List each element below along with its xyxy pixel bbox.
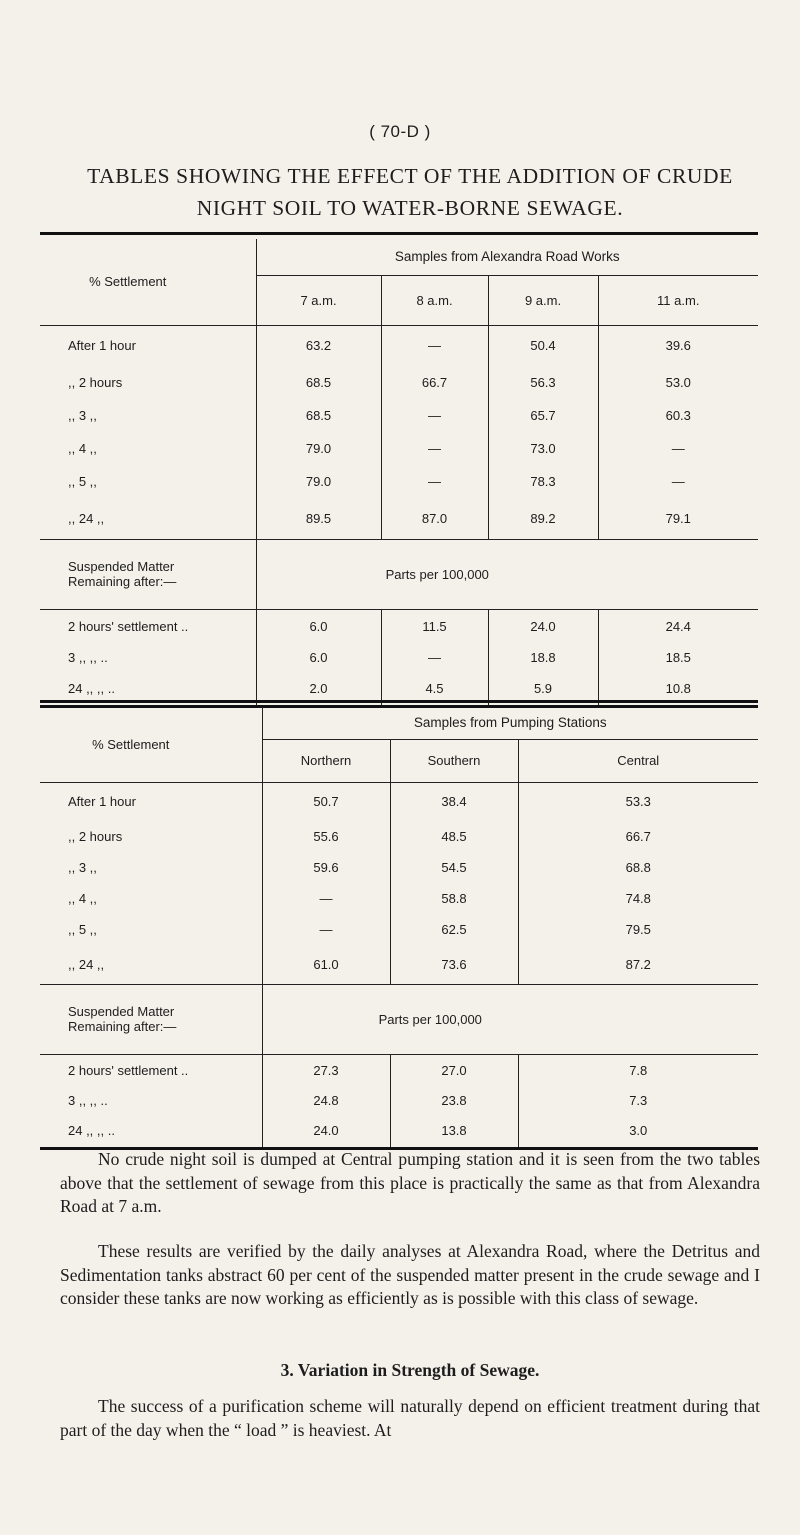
table-cell: 78.3 <box>488 465 598 498</box>
table-row <box>40 945 758 984</box>
table-cell: 53.3 <box>518 782 758 821</box>
column-header: Northern <box>262 739 390 782</box>
table-cell: 4.5 <box>381 671 488 705</box>
table-cell: 87.0 <box>381 498 488 539</box>
suspended-header-line-1: Suspended Matter <box>68 559 175 574</box>
group-header: Samples from Alexandra Road Works <box>256 239 758 275</box>
table-cell: 68.8 <box>518 852 758 883</box>
table-cell: — <box>598 465 758 498</box>
parts-header: Parts per 100,000 <box>256 539 758 609</box>
table-cell: 65.7 <box>488 399 598 432</box>
table-cell: 50.7 <box>262 782 390 821</box>
row-label: ,, 4 ,, <box>68 891 97 906</box>
table-cell: — <box>381 325 488 366</box>
table-cell: 62.5 <box>390 914 518 945</box>
table-cell: 39.6 <box>598 325 758 366</box>
table-row <box>40 366 758 399</box>
table-cell: 74.8 <box>518 883 758 914</box>
table-cell: 66.7 <box>381 366 488 399</box>
paragraph-3: The success of a purification scheme will naturally depend on efficient treatment during that part of the day when the “ load ” is heaviest. At <box>60 1396 760 1440</box>
column-header: 11 a.m. <box>598 275 758 325</box>
table-cell: 27.0 <box>390 1054 518 1087</box>
table-cell: — <box>262 883 390 914</box>
suspended-header-line-2: Remaining after:— <box>68 1019 177 1034</box>
row-label: ,, 2 hours <box>68 375 123 390</box>
table-row <box>40 1087 758 1114</box>
table-cell: 87.2 <box>518 945 758 984</box>
paragraph-1-block <box>60 1148 760 1219</box>
table-cell: 60.3 <box>598 399 758 432</box>
table-cell: 89.5 <box>256 498 381 539</box>
table-cell: 24.4 <box>598 609 758 643</box>
table-cell: 38.4 <box>390 782 518 821</box>
table-cell: 73.6 <box>390 945 518 984</box>
table-cell: 59.6 <box>262 852 390 883</box>
table-cell: 79.5 <box>518 914 758 945</box>
table-row <box>40 465 758 498</box>
table-cell: 68.5 <box>256 366 381 399</box>
row-label: ,, 24 ,, <box>68 510 105 526</box>
table-row <box>40 852 758 883</box>
row-label: After 1 hour <box>68 794 136 810</box>
table-cell: 2.0 <box>256 671 381 705</box>
row-label: 3 ,, ,, .. <box>68 1093 108 1108</box>
table-row <box>40 643 758 671</box>
row-label: ,, 5 ,, <box>68 474 97 489</box>
table-cell: 24.8 <box>262 1087 390 1114</box>
table-cell: 48.5 <box>390 821 518 852</box>
table-cell: 5.9 <box>488 671 598 705</box>
title-line-2: NIGHT SOIL TO WATER-BORNE SEWAGE. <box>196 196 624 220</box>
table-cell: 54.5 <box>390 852 518 883</box>
table-cell: 58.8 <box>390 883 518 914</box>
row-label: 24 ,, ,, .. <box>68 1123 115 1138</box>
table-cell: 6.0 <box>256 609 381 643</box>
table-cell: 11.5 <box>381 609 488 643</box>
table-cell: 68.5 <box>256 399 381 432</box>
table-cell: 50.4 <box>488 325 598 366</box>
table-cell: — <box>381 432 488 465</box>
paragraph-1: No crude night soil is dumped at Central pumping station and it is seen from the two tables above that the settlement of sewage from this place is practically the same as that from Alexandra Road at 7 a.m. <box>60 1149 760 1216</box>
table-row <box>40 1114 758 1147</box>
group-header: Samples from Pumping Stations <box>262 707 758 739</box>
table-cell: 13.8 <box>390 1114 518 1147</box>
table-cell: 56.3 <box>488 366 598 399</box>
table-cell: 10.8 <box>598 671 758 705</box>
table-row <box>40 821 758 852</box>
table-cell: — <box>598 432 758 465</box>
column-header: Southern <box>390 739 518 782</box>
table-row <box>40 498 758 539</box>
table-cell: 79.0 <box>256 465 381 498</box>
table-cell: 79.0 <box>256 432 381 465</box>
table-cell: 6.0 <box>256 643 381 671</box>
row-label: ,, 3 ,, <box>68 860 97 875</box>
paragraph-3-block <box>60 1395 760 1442</box>
column-header: 9 a.m. <box>488 275 598 325</box>
row-label: ,, 24 ,, <box>68 956 105 972</box>
section-heading: 3. Variation in Strength of Sewage. <box>280 1360 540 1380</box>
suspended-header-line-1: Suspended Matter <box>68 1004 175 1019</box>
table-row <box>40 1054 758 1087</box>
row-label: 24 ,, ,, .. <box>68 680 115 696</box>
column-header: 8 a.m. <box>381 275 488 325</box>
table-row <box>40 325 758 366</box>
table-cell: 3.0 <box>518 1114 758 1147</box>
row-label: ,, 3 ,, <box>68 408 97 423</box>
table-cell: 61.0 <box>262 945 390 984</box>
table-cell: 27.3 <box>262 1054 390 1087</box>
page-title <box>60 160 760 224</box>
row-label: ,, 4 ,, <box>68 441 97 456</box>
settlement-header: % Settlement <box>40 239 256 325</box>
table-cell: 7.8 <box>518 1054 758 1087</box>
table-cell: — <box>262 914 390 945</box>
table-cell: — <box>381 465 488 498</box>
column-header: 7 a.m. <box>256 275 381 325</box>
table-cell: 18.8 <box>488 643 598 671</box>
page-number: ( 70-D ) <box>369 122 431 141</box>
title-line-1: TABLES SHOWING THE EFFECT OF THE ADDITION OF CRUDE <box>87 164 733 188</box>
table-row <box>40 399 758 432</box>
suspended-header <box>40 984 262 1054</box>
table-cell: 73.0 <box>488 432 598 465</box>
paragraph-2-block <box>60 1240 760 1311</box>
table-cell: 53.0 <box>598 366 758 399</box>
table-cell: — <box>381 399 488 432</box>
row-label: 2 hours' settlement .. <box>68 618 189 634</box>
paragraph-2: These results are verified by the daily analyses at Alexandra Road, where the Detritus and Sedimentation tanks abstract 60 per cent of the suspended matter present in the crude sewage and I consider these tanks are now working as efficiently as is possible with this class of sewage. <box>60 1241 760 1308</box>
alexandra-road-table <box>40 232 758 708</box>
row-label: ,, 2 hours <box>68 829 123 844</box>
table-cell: 63.2 <box>256 325 381 366</box>
table-cell: 66.7 <box>518 821 758 852</box>
table-row <box>40 609 758 643</box>
table-cell: 23.8 <box>390 1087 518 1114</box>
table-row <box>40 782 758 821</box>
table-row <box>40 432 758 465</box>
table-cell: 55.6 <box>262 821 390 852</box>
table-cell: — <box>381 643 488 671</box>
table-row <box>40 914 758 945</box>
table-cell: 7.3 <box>518 1087 758 1114</box>
table-row <box>40 883 758 914</box>
pumping-stations-table <box>40 700 758 1150</box>
parts-header: Parts per 100,000 <box>262 984 758 1054</box>
table-cell: 89.2 <box>488 498 598 539</box>
row-label: ,, 5 ,, <box>68 922 97 937</box>
table-cell: 79.1 <box>598 498 758 539</box>
suspended-header <box>40 539 256 609</box>
settlement-header: % Settlement <box>40 707 262 782</box>
table-cell: 18.5 <box>598 643 758 671</box>
row-label: After 1 hour <box>68 338 136 354</box>
suspended-header-line-2: Remaining after:— <box>68 574 177 589</box>
column-header: Central <box>518 739 758 782</box>
table-cell: 24.0 <box>488 609 598 643</box>
row-label: 3 ,, ,, .. <box>68 649 108 665</box>
table-cell: 24.0 <box>262 1114 390 1147</box>
row-label: 2 hours' settlement .. <box>68 1063 189 1079</box>
